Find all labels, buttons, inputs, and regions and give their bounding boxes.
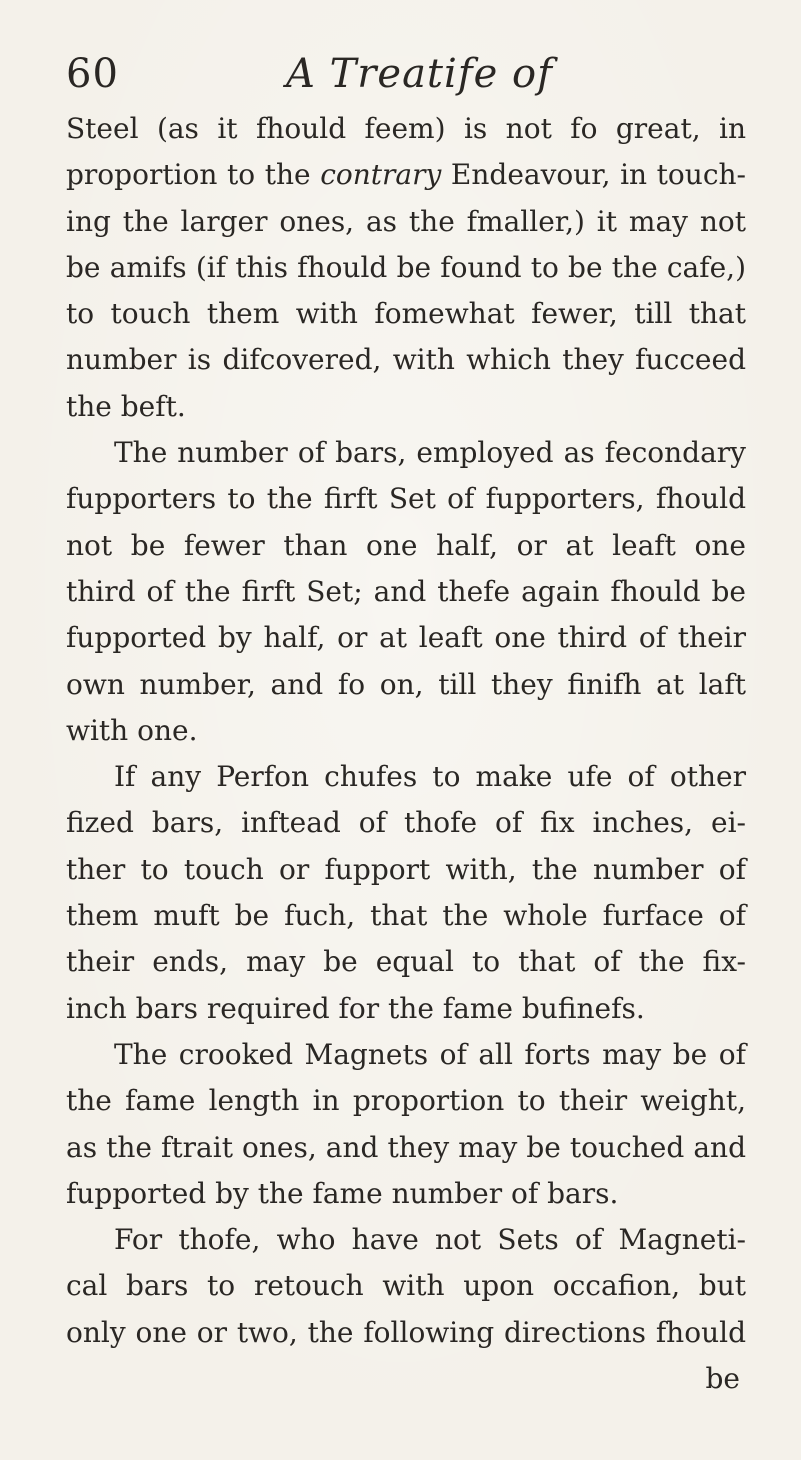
text-line: fized bars, inftead of thofe of fix inches, ei- bbox=[66, 806, 746, 840]
text-line: ther to touch or fupport with, the number of bbox=[66, 852, 746, 886]
paragraph-start-line: For thofe, who have not Sets of Magneti- bbox=[114, 1223, 746, 1257]
text-line: the fame length in proportion to their weight, bbox=[66, 1084, 746, 1118]
text-line: number is difcovered, with which they fucceed bbox=[66, 343, 746, 377]
running-head bbox=[66, 44, 746, 104]
text-line: fupported by half, or at leaft one third of their bbox=[66, 621, 746, 655]
italic-word: contrary bbox=[320, 158, 442, 192]
text-line: fupporters to the firft Set of fupporters, fhould bbox=[66, 482, 746, 516]
paragraph-start-line: The number of bars, employed as fecondary bbox=[114, 436, 746, 470]
text-line: to touch them with fomewhat fewer, till that bbox=[66, 297, 746, 331]
text-line: fupported by the fame number of bars. bbox=[66, 1176, 619, 1210]
text-line: them muft be fuch, that the whole furface of bbox=[66, 899, 746, 933]
text-line: third of the firft Set; and thefe again fhould be bbox=[66, 574, 746, 608]
text-segment: Endeavour, in touch- bbox=[450, 158, 747, 192]
body-text bbox=[66, 106, 746, 1402]
text-line: only one or two, the following directions fhould bbox=[66, 1315, 746, 1349]
text-segment: proportion to the bbox=[66, 158, 311, 192]
running-title: A Treatife of bbox=[286, 51, 553, 97]
paragraph-start-line: The crooked Magnets of all forts may be of bbox=[114, 1037, 746, 1071]
paragraph-start-line: If any Perfon chufes to make ufe of other bbox=[114, 760, 746, 794]
text-line: not be fewer than one half, or at leaft one bbox=[66, 528, 746, 562]
text-line: with one. bbox=[66, 713, 198, 747]
text-line: their ends, may be equal to that of the fix- bbox=[66, 945, 746, 979]
text-line: as the ftrait ones, and they may be touched and bbox=[66, 1130, 746, 1164]
text-line: cal bars to retouch with upon occafion, but bbox=[66, 1269, 746, 1303]
text-line: own number, and fo on, till they finifh at laft bbox=[66, 667, 746, 701]
text-line: the beft. bbox=[66, 389, 186, 423]
catchword: be bbox=[705, 1362, 740, 1396]
text-line: be amifs (if this fhould be found to be the cafe,) bbox=[66, 250, 746, 284]
text-line: inch bars required for the fame bufinefs. bbox=[66, 991, 645, 1025]
text-line: ing the larger ones, as the fmaller,) it may not bbox=[66, 204, 746, 238]
text-line: Steel (as it fhould feem) is not fo great, in bbox=[66, 112, 746, 145]
page-number: 60 bbox=[66, 51, 119, 97]
text-line bbox=[66, 152, 746, 198]
